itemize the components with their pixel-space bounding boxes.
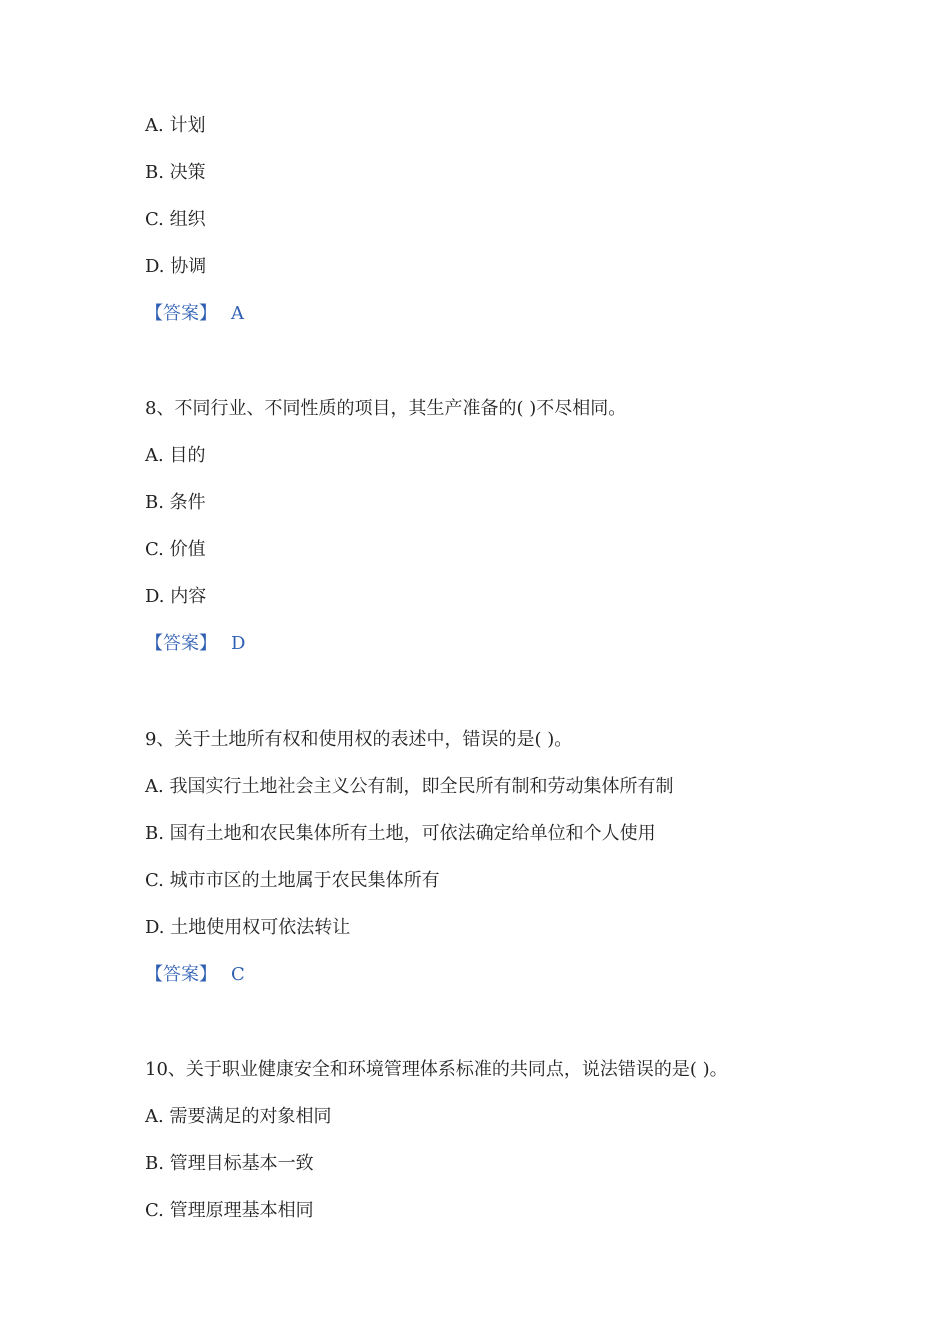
q8-option-a: A. 目的 [145, 445, 206, 466]
q7-option-b: B. 决策 [145, 162, 206, 183]
q8-option-d: D. 内容 [145, 586, 207, 607]
q7-answer [145, 302, 244, 326]
q8-question: 8、不同行业、不同性质的项目，其生产准备的( )不尽相同。 [145, 398, 627, 419]
q8-option-c: C. 价值 [145, 539, 206, 560]
answer-value: C [231, 964, 245, 985]
q9-question: 9、关于土地所有权和使用权的表述中，错误的是( )。 [145, 729, 573, 750]
q9-answer [145, 963, 245, 987]
q10-option-b: B. 管理目标基本一致 [145, 1153, 314, 1174]
answer-label: 【答案】 [145, 303, 217, 324]
q9-option-b: B. 国有土地和农民集体所有土地，可依法确定给单位和个人使用 [145, 823, 656, 844]
q10-option-a: A. 需要满足的对象相同 [145, 1106, 332, 1127]
answer-value: D [231, 633, 246, 654]
answer-value: A [231, 303, 244, 324]
q7-option-c: C. 组织 [145, 209, 206, 230]
q10-option-c: C. 管理原理基本相同 [145, 1200, 314, 1221]
q8-answer [145, 632, 245, 656]
answer-label: 【答案】 [145, 633, 217, 654]
q9-option-a: A. 我国实行土地社会主义公有制，即全民所有制和劳动集体所有制 [145, 776, 674, 797]
q7-option-d: D. 协调 [145, 256, 207, 277]
q7-option-a: A. 计划 [145, 115, 206, 136]
q10-question: 10、关于职业健康安全和环境管理体系标准的共同点，说法错误的是( )。 [145, 1059, 728, 1080]
q9-option-d: D. 土地使用权可依法转让 [145, 917, 351, 938]
q9-option-c: C. 城市市区的土地属于农民集体所有 [145, 870, 440, 891]
answer-label: 【答案】 [145, 964, 217, 985]
q8-option-b: B. 条件 [145, 492, 206, 513]
